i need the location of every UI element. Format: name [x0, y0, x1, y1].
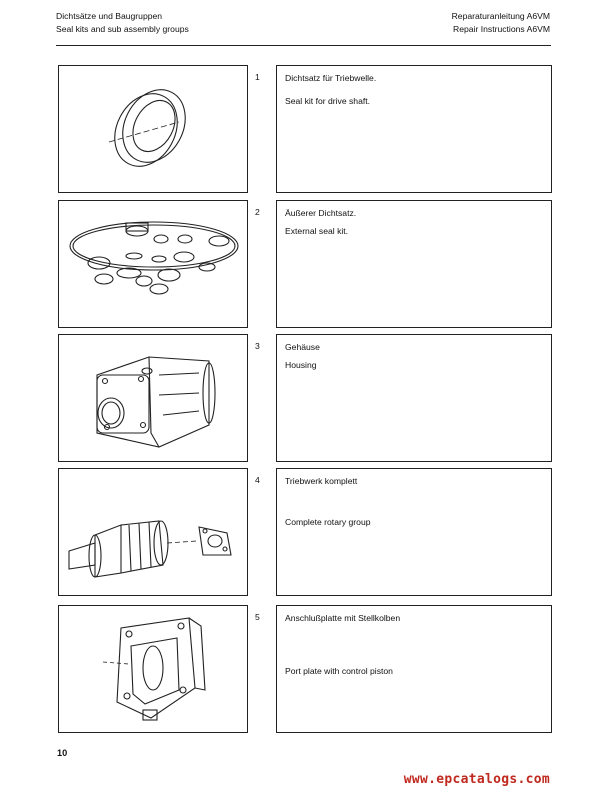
item-4-german: Triebwerk komplett	[285, 476, 358, 486]
item-row-2	[58, 200, 552, 328]
item-4-illustration	[58, 468, 248, 596]
header-rule	[56, 45, 551, 46]
item-5-description	[276, 605, 552, 733]
item-1-illustration	[58, 65, 248, 193]
page-number: 10	[57, 748, 68, 758]
item-5-illustration	[58, 605, 248, 733]
item-1-english: Seal kit for drive shaft.	[285, 96, 371, 106]
item-row-3	[58, 334, 552, 462]
item-3-english: Housing	[285, 360, 317, 370]
item-1-number: 1	[255, 72, 260, 82]
item-row-4	[58, 468, 552, 596]
header-manual-english: Repair Instructions A6VM	[453, 23, 550, 34]
item-1-description	[276, 65, 552, 193]
item-5-german: Anschlußplatte mit Stellkolben	[285, 613, 401, 623]
header-manual-german: Reparaturanleitung A6VM	[451, 11, 550, 21]
item-4-english: Complete rotary group	[285, 517, 371, 527]
item-3-illustration	[58, 334, 248, 462]
housing-drawing	[59, 335, 247, 461]
header-title-english: Seal kits and sub assembly groups	[56, 23, 189, 34]
item-2-description	[276, 200, 552, 328]
header-title-german: Dichtsätze und Baugruppen	[56, 11, 163, 21]
item-row-1	[58, 65, 552, 193]
item-1-german: Dichtsatz für Triebwelle.	[285, 73, 377, 83]
item-3-number: 3	[255, 341, 260, 351]
rotary-group-drawing	[59, 469, 247, 595]
item-5-english: Port plate with control piston	[285, 666, 393, 676]
port-plate-drawing	[59, 606, 247, 732]
item-3-description	[276, 334, 552, 462]
website-watermark: www.epcatalogs.com	[403, 772, 550, 787]
seal-ring-drawing	[59, 66, 247, 192]
item-4-number: 4	[255, 475, 260, 485]
item-2-english: External seal kit.	[285, 226, 349, 236]
item-2-german: Äußerer Dichtsatz.	[285, 208, 357, 218]
item-2-number: 2	[255, 207, 260, 217]
header-left	[56, 10, 189, 35]
item-row-5	[58, 605, 552, 733]
item-5-number: 5	[255, 612, 260, 622]
seal-kit-drawing	[59, 201, 247, 327]
header-right	[452, 10, 550, 35]
item-4-description	[276, 468, 552, 596]
item-3-german: Gehäuse	[285, 342, 320, 352]
item-2-illustration	[58, 200, 248, 328]
